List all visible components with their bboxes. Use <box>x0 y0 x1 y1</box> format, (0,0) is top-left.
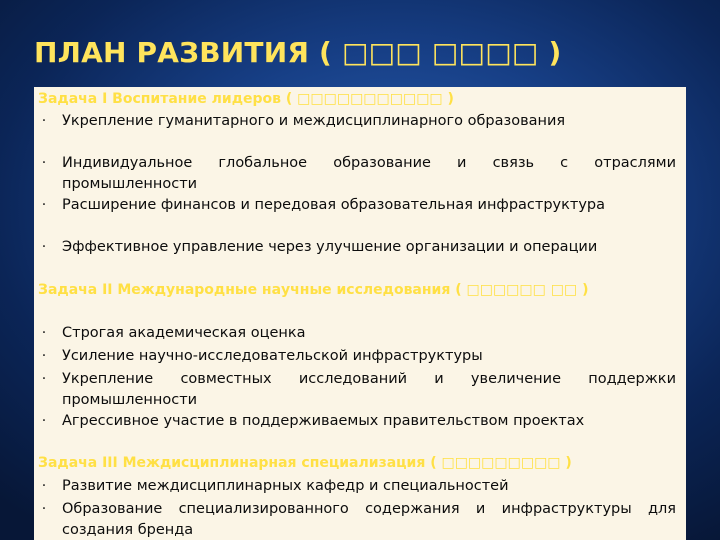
bullet-icon: · <box>41 113 47 129</box>
section-heading-3: Задача III Междисциплинарная специализация ( □□□□□□□□□ ) <box>38 455 572 471</box>
bullet-icon: · <box>41 325 47 341</box>
bullet-icon: · <box>41 371 47 387</box>
bullet-icon: · <box>41 155 47 171</box>
list-item: Индивидуальное глобальное образование и связь с отраслями промышленности <box>62 155 676 192</box>
bullet-icon: · <box>41 501 47 517</box>
list-item: Усиление научно-исследовательской инфраструктуры <box>62 348 483 364</box>
list-item: Агрессивное участие в поддерживаемых правительством проектах <box>62 413 585 429</box>
section-heading-1: Задача I Воспитание лидеров ( □□□□□□□□□□□ ) <box>38 91 454 107</box>
slide-title: ПЛАН РАЗВИТИЯ ( □□□ □□□□ ) <box>34 36 562 69</box>
bullet-icon: · <box>41 197 47 213</box>
list-item: Строгая академическая оценка <box>62 325 306 341</box>
list-item: Укрепление гуманитарного и междисциплинарного образования <box>62 113 566 129</box>
bullet-icon: · <box>41 348 47 364</box>
section-heading-2: Задача II Международные научные исследования ( □□□□□□ □□ ) <box>38 282 589 298</box>
bullet-icon: · <box>41 413 47 429</box>
list-item: Укрепление совместных исследований и увеличение поддержки промышленности <box>62 371 676 408</box>
bullet-icon: · <box>41 239 47 255</box>
content-panel <box>34 87 686 540</box>
list-item: Эффективное управление через улучшение организации и операции <box>62 239 598 255</box>
bullet-icon: · <box>41 478 47 494</box>
list-item: Развитие междисциплинарных кафедр и специальностей <box>62 478 509 494</box>
list-item: Образование специализированного содержания и инфраструктуры для создания бренда <box>62 501 676 538</box>
list-item: Расширение финансов и передовая образовательная инфраструктура <box>62 197 605 213</box>
